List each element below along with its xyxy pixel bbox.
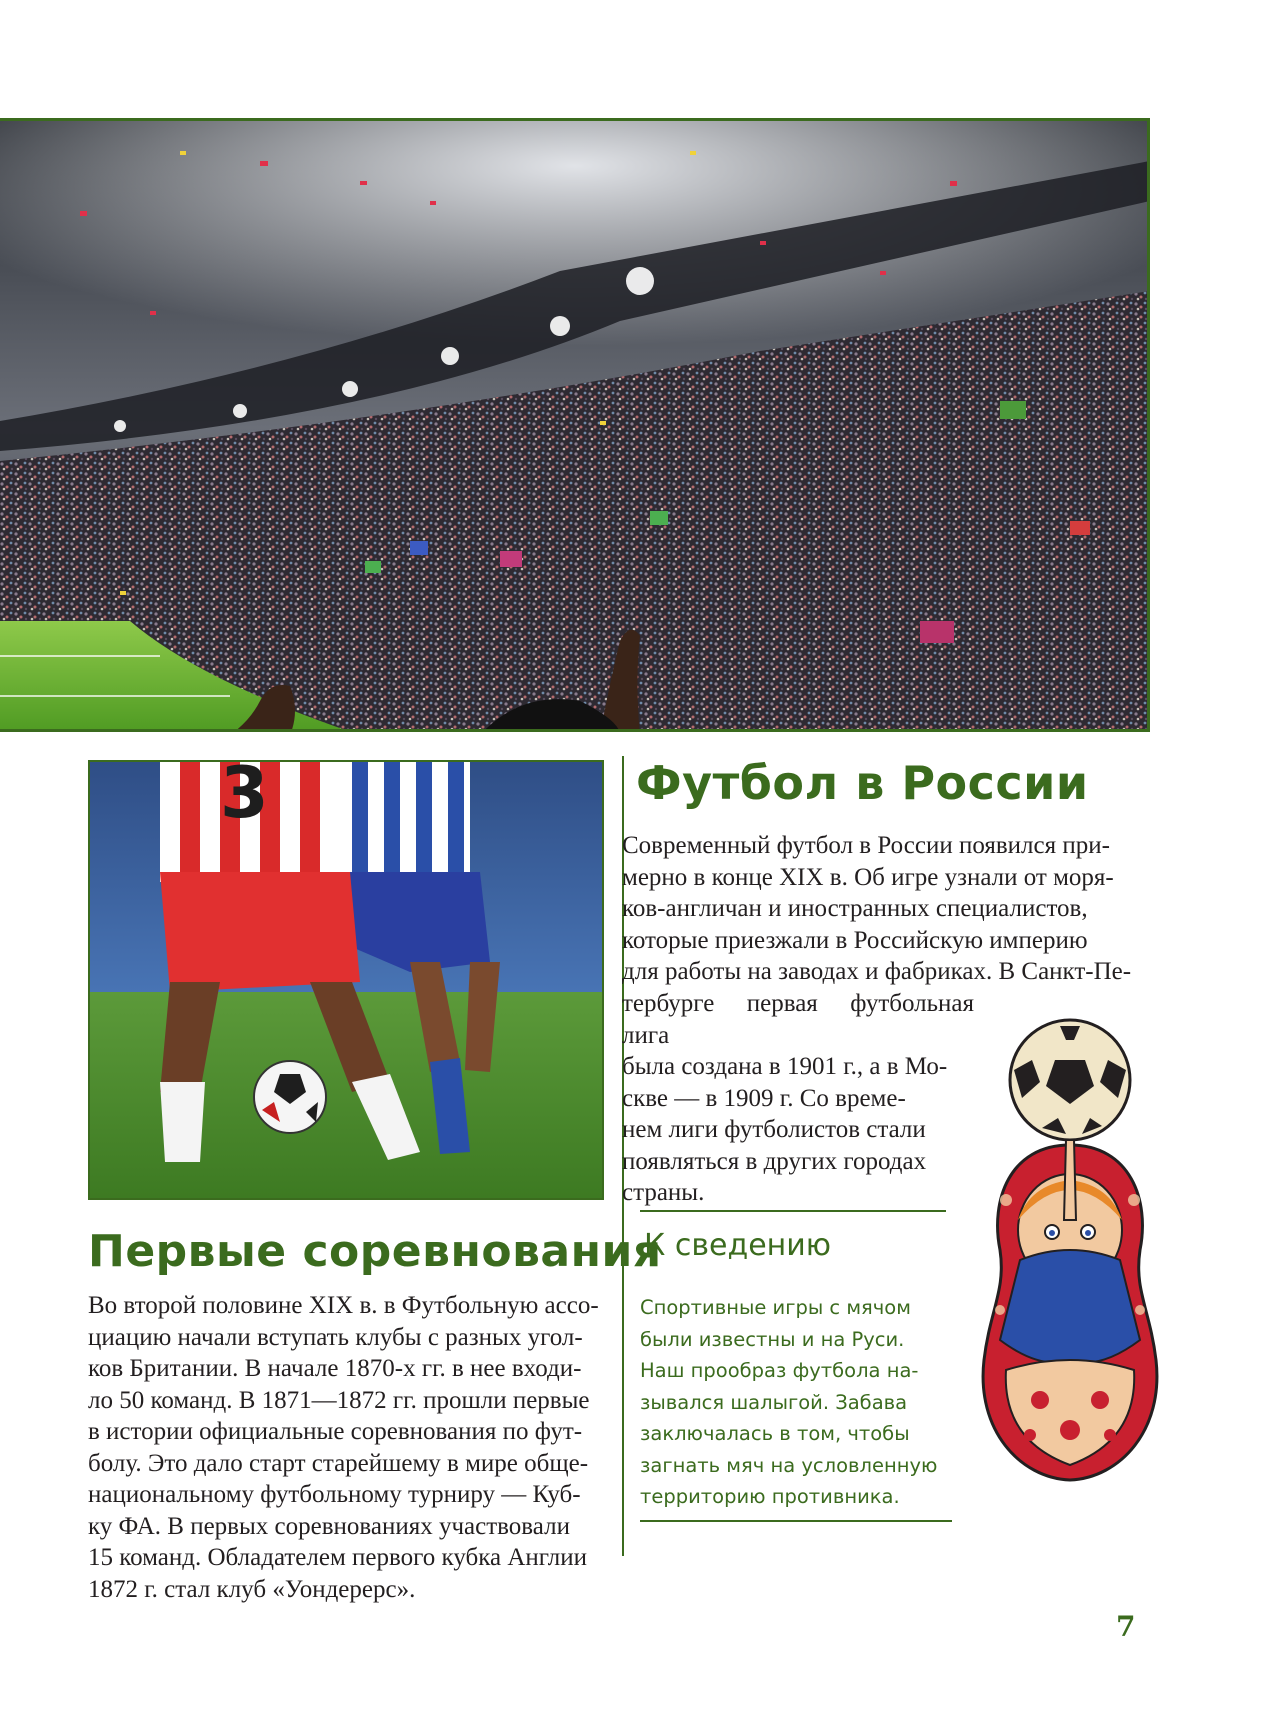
- text-line: тербурге первая футбольная лига: [622, 990, 974, 1049]
- text-line: которые приезжали в Российскую империю: [622, 926, 1088, 954]
- russia-paragraph-narrow: [622, 988, 974, 1209]
- stadium-illustration: [0, 121, 1150, 732]
- text-line: мерно в конце XIX в. Об игре узнали от моря-: [622, 863, 1114, 891]
- first-competitions-heading: Первые соревнования: [88, 1226, 662, 1277]
- text-line: Наш прообраз футбола на-: [640, 1359, 919, 1382]
- text-line: Во второй половине XIX в. в Футбольную ассо-: [88, 1292, 599, 1319]
- text-line: ку ФА. В первых соревнованиях участвовали: [88, 1512, 570, 1540]
- players-photo: [88, 760, 604, 1200]
- text-line: зывался шалыгой. Забава: [640, 1390, 908, 1414]
- note-paragraph: [640, 1292, 940, 1513]
- text-line: 1872 г. стал клуб «Уондерерс».: [88, 1575, 416, 1603]
- text-line: территорию противника.: [640, 1485, 900, 1508]
- text-line: ков-англичан и иностранных специалистов,: [622, 895, 1088, 922]
- matryoshka-icon: [970, 1010, 1170, 1510]
- text-line: для работы на заводах и фабриках. В Санкт-Пе-: [622, 958, 1132, 985]
- soccer-ball-icon: [1010, 1020, 1130, 1140]
- text-line: 15 команд. Обладателем первого кубка Англии: [88, 1544, 587, 1571]
- note-title: К сведению: [644, 1228, 832, 1263]
- text-line: болу. Это дало старт старейшему в мире обще-: [88, 1449, 589, 1477]
- text-line: нем лиги футболистов стали: [622, 1116, 926, 1143]
- russia-paragraph-full-width: [622, 830, 1142, 988]
- text-line: ков Британии. В начале 1870-х гг. в нее входи-: [88, 1355, 582, 1382]
- text-line: скве — в 1909 г. Со време-: [622, 1084, 906, 1112]
- text-line: страны.: [622, 1179, 705, 1206]
- russia-section-heading: Футбол в России: [636, 756, 1089, 810]
- text-line: Спортивные игры с мячом: [640, 1296, 911, 1319]
- text-line: национальному футбольному турниру — Куб-: [88, 1481, 581, 1508]
- note-top-rule: [640, 1210, 946, 1212]
- text-line: циацию начали вступать клубы с разных угол-: [88, 1323, 583, 1351]
- text-line: ло 50 команд. В 1871—1872 гг. прошли первые: [88, 1386, 590, 1414]
- matryoshka-with-ball-illustration: [970, 1010, 1170, 1510]
- note-bottom-rule: [640, 1520, 952, 1522]
- text-line: заключалась в том, чтобы: [640, 1422, 910, 1445]
- stadium-banner-image: [0, 118, 1150, 732]
- players-illustration: [90, 762, 602, 1198]
- text-line: была создана в 1901 г., а в Мо-: [622, 1053, 948, 1080]
- page-number: 7: [1116, 1610, 1136, 1643]
- text-line: загнать мяч на условленную: [640, 1453, 938, 1477]
- text-line: в истории официальные соревнования по фут-: [88, 1418, 583, 1445]
- first-competitions-paragraph: [88, 1290, 606, 1605]
- text-line: появляться в других городах: [622, 1147, 927, 1175]
- jersey-number: 3: [220, 762, 269, 834]
- text-line: Современный футбол в России появился при-: [622, 832, 1110, 859]
- text-line: были известны и на Руси.: [640, 1327, 905, 1351]
